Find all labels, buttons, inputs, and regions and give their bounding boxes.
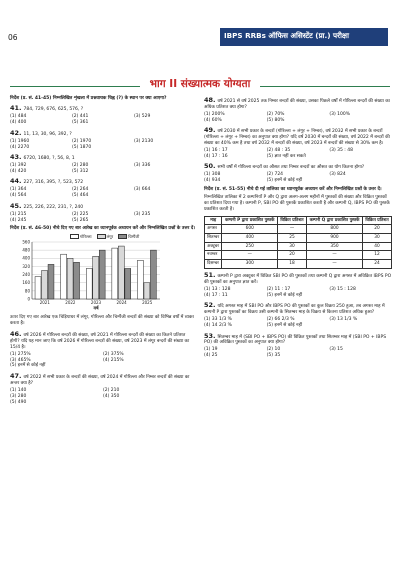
question-47: 47. वर्ष 2022 में सभी प्रकार के बन्दरों की संख्या, वर्ष 2024 में गोरिल्ला और निम्बर बन्दरों की संख्या का अन्तर क्या है? (1) 140 (2) 210 (3) 280 (4) 350 (5) 490 — [10, 371, 190, 405]
question-48: 48. वर्ष 2021 से वर्ष 2025 तक निम्बर बन्दरों की संख्या, उसका पिछले वर्षों में गोरिल्ला बन्दरों की संख्या का अधिक प्रतिशत क्या होगा? (1) 200% (2) 70% (3) 100% (4) 60% (5) 80% — [204, 96, 390, 123]
question-44: 44. 227, 316, 395, ?, 523, 572 (1) 364 (2) 264 (3) 664 (4) 564 (5) 464 — [10, 177, 151, 199]
y-tick-label: 320 — [22, 264, 30, 270]
legend-item: गोरिल्ला — [70, 234, 92, 240]
bar — [118, 247, 124, 300]
legend-item: चिम्पैंजी — [118, 234, 139, 240]
left-column — [10, 96, 196, 406]
right-column — [204, 96, 392, 359]
question-45: 45. 225, 226, 222, 231, ?, 240 (1) 215 (2) 225 (3) 235 (4) 245 (5) 265 — [10, 201, 151, 223]
bar — [99, 251, 105, 300]
question-50: 50. सभी वर्षों में गोरिल्ला बन्दरों का औसत तथा निम्बर बन्दरों का औसत का योग कितना होगा? (1) 308 (2) 724 (3) 824 (4) 934 (5) इनमें से कोई नहीं — [204, 162, 365, 184]
chart-note: ऊपर दिए गए बार आरेख एक चिड़ियाघर में लंगूर, गोरिल्ला और चिम्पैंजी बन्दरों की संख्या को विभिन्न वर्षों में व्यक्त करता है। — [10, 315, 194, 327]
question-49: 49. वर्ष 2030 में सभी प्रकार के बन्दरों (गोरिल्ला + लंगूर + निम्बर), वर्ष 2032 में सभी प्रकार के बन्दरों (गोरिल्ला + लंगूर + निम्बर) का अनुपात क्या होगा? यदि वर्ष 2030 में बन्दरों की संख्या, वर्ष 2022 में बन्दरों की संख्या का 40% कम है तथा वर्ष 2032 में बन्दरों की संख्या, वर्ष 2023 में बन्दरों की संख्या से 30% कम है। (1) 16 : 17 (2) 48 : 35 (3) 35 : 48 (4) 17 : 16 (5) ज्ञात नहीं कर सकते — [204, 126, 390, 159]
x-tick-label: 2021 — [39, 300, 50, 306]
page-number: 06 — [8, 33, 18, 42]
table-header: कम्पनी P द्वारा प्रकाशित पुस्तकें — [222, 216, 278, 225]
question-42: 42. 11, 13, 30, 96, 392, ? (1) 1960 (2) 1970 (3) 2130 (4) 2270 (5) 1870 — [10, 128, 154, 150]
table-row: सितम्बर 400 25 900 30 — [205, 233, 392, 242]
y-tick-label: 80 — [24, 288, 30, 294]
x-tick-label: 2024 — [116, 300, 127, 306]
table-row: अक्टूबर 250 30 350 40 — [205, 242, 392, 251]
table-header: माह — [205, 216, 222, 225]
question-41: 41. 784, 729, 676, 625, 576, ? (1) 484 (2) 441 (3) 529 (4) 400 (5) 361 — [10, 104, 151, 126]
bar — [125, 269, 131, 300]
y-tick-label: 560 — [22, 239, 30, 245]
y-tick-label: 480 — [22, 247, 30, 253]
y-tick-label: 240 — [22, 272, 30, 278]
bar — [42, 271, 48, 300]
x-tick-label: 2025 — [142, 300, 153, 306]
y-tick-label: 160 — [22, 280, 30, 286]
question-43: 43. 6720, 1680, ?, 56, 8, 1 (1) 392 (2) 280 (3) 336 (4) 420 (5) 312 — [10, 153, 151, 174]
y-tick-label: 400 — [22, 256, 30, 262]
table-row: नवम्बर — 20 — 12 — [205, 251, 392, 260]
bar — [48, 265, 54, 300]
directions-46-50: निर्देश (प्र. सं. 46-50) नीचे दिए गए बार आरेख का ध्यानपूर्वक अध्ययन करें और निम्नलिखित प्रश्नों के उत्तर दें। — [10, 226, 196, 231]
table-row: दिसम्बर 300 18 — 24 — [205, 259, 392, 268]
bar — [150, 251, 156, 300]
question-51: 51. कम्पनी P द्वारा अक्टूबर में विक्रित SBI PO की पुस्तकों तथा कम्पनी Q द्वारा अगस्त में अविक्रित IBPS PO की पुस्तकों का अनुपात ज्ञात करें। (1) 13 : 128 (2) 11 : 17 (3) 15 : 128 (4) 17 : 11 (5) इनमें से कोई नहीं — [204, 271, 392, 298]
question-46: 46. वर्ष 2026 में गोरिल्ला बन्दरों की संख्या, वर्ष 2021 में गोरिल्ला बन्दरों की संख्या का कितने प्रतिशत होगी? यदि यह मान जाए कि वर्ष 2026 में गोरिल्ला बन्दरों की संख्या, वर्ष 2023 में लंगूर बन्दरों की संख्या का 15/4 है। (1) 275% (2) 375% (3) 465% (4) 215% (5) इनमें से कोई नहीं — [10, 329, 190, 369]
table-intro: निम्नलिखित तालिका में 2 कम्पनियाँ P और Q द्वारा अलग-अलग महीनों में पुस्तकों की संख्या और विक्रित पुस्तकों का प्रतिशत दिया गया है। कम्पनी P, SBI PO की पुस्तकें प्रकाशित करती है और कम्पनी Q, IBPS PO की पुस्तकें प्रकाशित करती है। — [204, 195, 390, 213]
section-title: भाग II संख्यात्मक योग्यता — [140, 78, 260, 92]
bar — [144, 283, 150, 299]
directions-41-45: निर्देश (प्र. सं. 41-45) निम्नलिखित शृंखला में प्रश्नवाचक चिह्न (?) के स्थान पर क्या आएगा? — [10, 96, 167, 101]
bar — [112, 249, 118, 300]
bar — [86, 269, 92, 300]
bar — [93, 257, 99, 300]
data-table — [204, 216, 392, 269]
x-axis-label: वर्ष — [93, 306, 99, 312]
bar — [137, 261, 143, 300]
x-tick-label: 2023 — [90, 300, 102, 306]
x-tick-label: 2022 — [65, 300, 76, 306]
y-tick-label: 0 — [27, 296, 30, 302]
table-row: अगस्त 600 — 800 20 — [205, 225, 392, 234]
bar — [35, 277, 41, 299]
legend-item: लंगूर — [97, 234, 114, 240]
bar — [74, 263, 80, 300]
table-header: विक्रित प्रतिशत — [363, 216, 392, 225]
running-header: IBPS RRBs ऑफिस असिस्टेंट (प्रा.) परीक्षा — [224, 31, 349, 40]
bar — [61, 255, 67, 300]
question-52: 52. यदि अगस्त माह में SBI PO और IBPS PO की पुस्तकों का कुल विक्रय 250 हुआ, तब अगस्त माह में कम्पनी P द्वारा पुस्तकों का विक्रय उसी कम्पनी के सितम्बर माह के विक्रय से कितना प्रतिशत अधिक हुआ? (1) 33 1/3 % (2) 66 2/3 % (3) 13 1/3 % (4) 14 2/3 % (5) इनमें से कोई नहीं — [204, 301, 385, 329]
question-53: 53. सितम्बर माह में (SBI PO + IBPS PO) की विक्रित पुस्तकों तथा सितम्बर माह में (SBI PO + IBPS PO) की अविक्रित पुस्तकों का अनुपात क्या होगा? (1) 19 (2) 10 (3) 15 (4) 25 (5) 35 — [204, 331, 387, 359]
table-header: विक्रित प्रतिशत — [278, 216, 307, 225]
table-header: कम्पनी Q द्वारा प्रकाशित पुस्तकें — [306, 216, 362, 225]
bar — [67, 259, 73, 300]
directions-51-55: निर्देश (प्र. सं. 51-55) नीचे दी गई तालिका का ध्यानपूर्वक अध्ययन करें और निम्नलिखित प्रश्नों के उत्तर दें। — [204, 186, 382, 192]
bar-chart — [10, 239, 196, 311]
